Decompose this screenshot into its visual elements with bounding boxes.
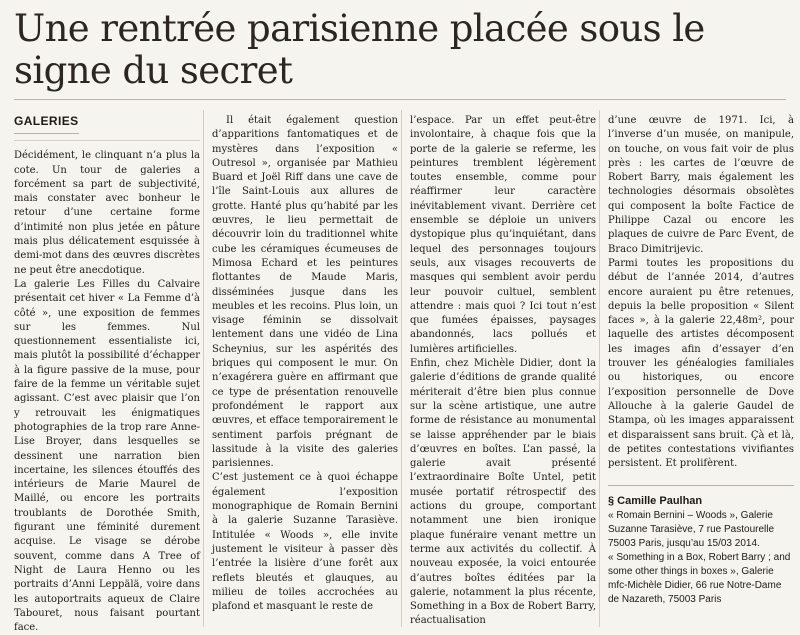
paragraph: l’espace. Par un effet peut-être involontaire, à chaque fois que la porte de la galerie se referme, les peintures tremblent légèrement toutes ensemble, comme pour réaffirmer leur caractère inévitablement vivant. Derrière cet ensemble se déploie un univers dystopique plus qu’inquiétant, dans lequel des personnages toujours seuls, aux visages recouverts de masques qui semblent avoir perdu leur pouvoir cultuel, semblent attendre : mais quoi ? Ici tout n’est que fumées épaisses, paysages abandonnés, lacs pollués et lumières artificielles. bbox=[410, 115, 596, 355]
column-3 bbox=[410, 114, 596, 629]
column-divider bbox=[203, 110, 204, 627]
paragraph: C’est justement ce à quoi échappe également l’exposition monographique de Romain Bernini à la galerie Suzanne Tarasiève. Intitulée « Woods », elle invite justement le visiteur à passer dès l’entrée la lisière d’une forêt aux reflets bleutés et glauques, au milieu de toiles accrochées au plafond et masquant le reste de bbox=[212, 472, 398, 613]
section-header bbox=[14, 114, 200, 141]
column-divider bbox=[599, 110, 600, 627]
title-divider bbox=[14, 99, 786, 100]
column-4 bbox=[608, 114, 794, 607]
section-label: GALERIES bbox=[14, 114, 79, 134]
column-1 bbox=[14, 114, 200, 635]
column-divider bbox=[401, 110, 402, 627]
paragraph: Il était également question d’apparitions fantomatiques et de mystères dans l’exposition « Outresol », organisée par Mathieu Buard et Joël Riff dans une cave de l’île Saint-Louis aux allures de grotte. Hanté plus qu’habité par les œuvres, le lieu permettait de découvrir loin du traditionnel white cube les céramiques écumeuses de Mimosa Echard et les peintures flottantes de Maude Maris, disséminées jusque dans les meubles et les recoins. Plus loin, un visage féminin se dissolvait lentement dans une vidéo de Lina Scheynius, sur les aspérités des briques qui composent le mur. On n’exagérera guère en affirmant que ce type de présentation renouvelle profondément le rapport aux œuvres, et efface temporairement le sentiment parfois prégnant de lassitude à la visite des galeries parisiennes. bbox=[212, 115, 398, 470]
paragraph: Décidément, le clinquant n’a plus la cote. Un tour de galeries a forcément sa part de subjectivité, mais constater avec bonheur le retour d’une certaine forme d’intimité non plus jetée en pâture mais plus délicatement esquissée à demi-mot dans des œuvres discrètes ne peut être anecdotique. bbox=[14, 150, 200, 276]
paragraph: La galerie Les Filles du Calvaire présentait cet hiver « La Femme d’à côté », une exposition de femmes sur les femmes. Nul questionnement essentialiste ici, mais plutôt la possibilité d’échapper à la figure passive de la muse, pour faire de la femme un véritable sujet agissant. C’est avec plaisir que l’on y retrouvait les énigmatiques photographies de la trop rare Anne-Lise Broyer, dans lesquelles se dessinent une narration bien incertaine, les silences étouffés des intérieurs de Marie Maurel de Maillé, ou encore les portraits troublants de Dorothée Smith, figurant une féminité durement acquise. Le visage se dérobe souvent, comme dans A Tree of Night de Laura Henno ou les portraits d’Anni Leppälä, voire dans les autoportraits aqueux de Claire Tabouret, nous faisant pourtant face. bbox=[14, 278, 200, 634]
exhibition-info: « Something in a Box, Robert Barry ; and some other things in boxes », Galerie mfc-Michèle Didier, 66 rue Notre-Dame de Nazareth, 75003 Paris bbox=[608, 551, 791, 605]
article-title: Une rentrée parisienne placée sous le signe du secret bbox=[14, 7, 705, 92]
column-2 bbox=[212, 114, 398, 614]
paragraph: Parmi toutes les propositions du début de l’année 2014, d’autres encore auraient pu être retenues, depuis la belle proposition « Silent faces », à la galerie 22,48m², pour laquelle des artistes décomposent les images afin d’essayer d’en trouver les généalogies familiales ou historiques, ou encore l’exposition personnelle de Dove Allouche à la galerie Gaudel de Stampa, où les images apparaissent et disparaissent sans bruit. Çà et là, de petites contestations vivifiantes persistent. Et prolifèrent. bbox=[608, 257, 794, 470]
paragraph: d’une œuvre de 1971. Ici, à l’inverse d’un musée, on manipule, on touche, on vous fait voir de plus près : les cartes de l’œuvre de Robert Barry, mais également les technologies désormais obsolètes qui composent la boîte Factice de Philippe Cazal ou encore les plaques de cuivre de Parc Event, de Braco Dimitrijevic. bbox=[608, 115, 794, 255]
paragraph: Enfin, chez Michèle Didier, dont la galerie d’éditions de grande qualité mériterait d’être bien plus connue sur la scène artistique, une autre forme de résistance au monumental se laisse appréhender par le biais d’œuvres en boîtes. L’an passé, la galerie avait présenté l’extraordinaire Boîte Untel, petit musée portatif rétrospectif des actions du groupe, comportant notamment une bien ironique plaque funéraire venant mettre un terme aux activités du collectif. À nouveau exposée, la voici entourée d’autres boîtes éditées par la galerie, notamment la plus récente, Something in a Box de Robert Barry, réactualisation bbox=[410, 358, 596, 627]
author-byline: § Camille Paulhan bbox=[608, 495, 703, 508]
author-divider bbox=[608, 485, 794, 486]
exhibition-info: « Romain Bernini – Woods », Galerie Suzanne Tarasiève, 7 rue Pastourelle 75003 Paris, jusqu’au 15/03 2014. bbox=[608, 509, 775, 549]
